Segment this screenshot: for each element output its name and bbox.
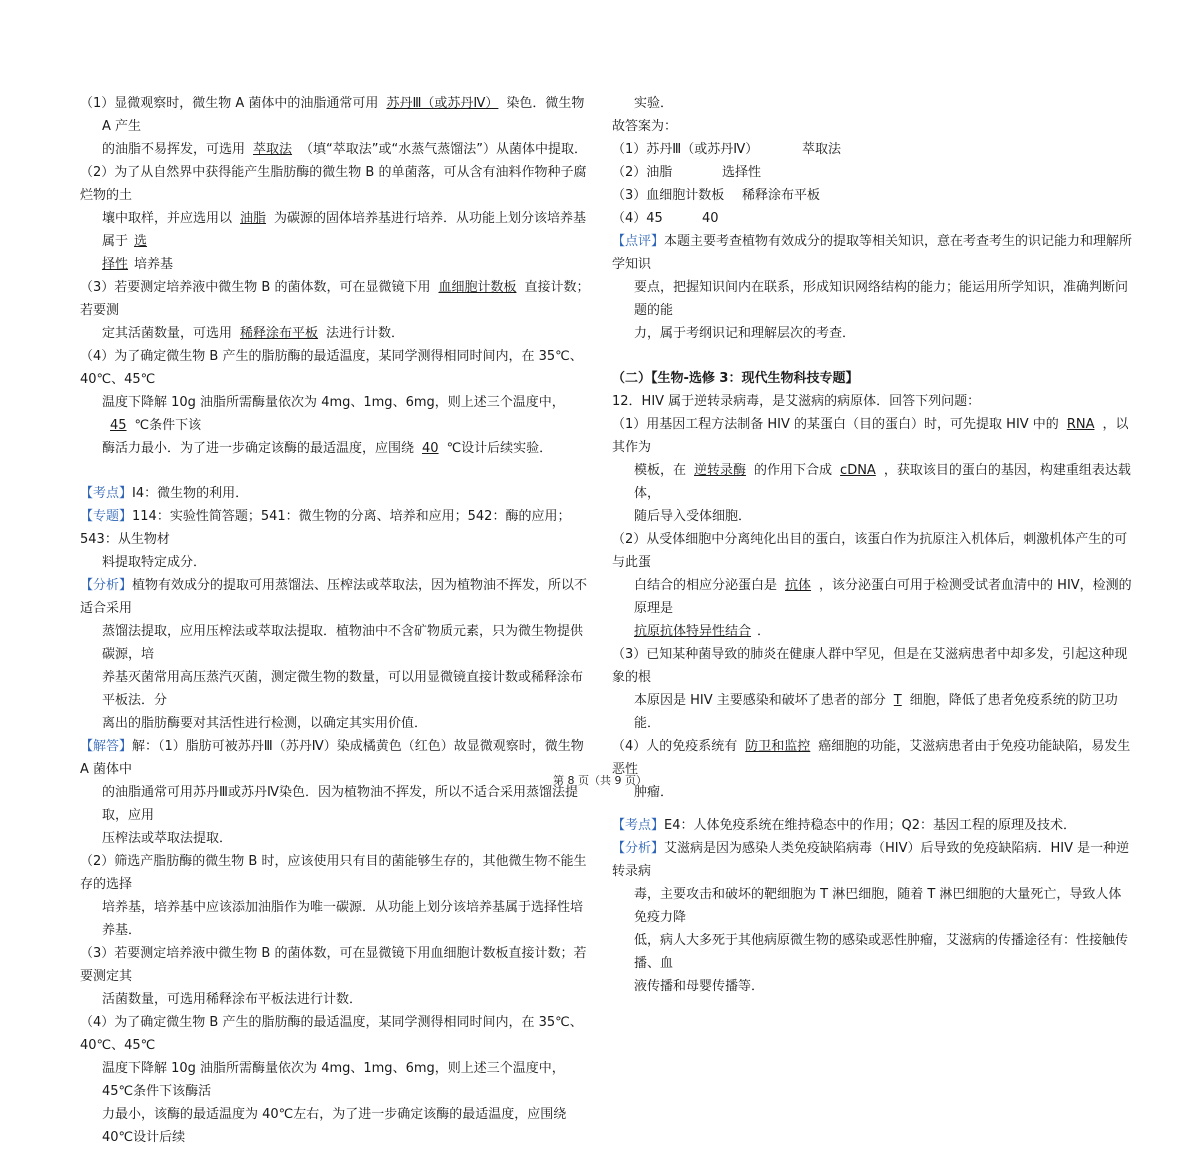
- right-column: [612, 92, 1134, 998]
- q1-text: 染色．微生物 A 产生: [102, 96, 585, 134]
- spacer: [612, 345, 1134, 367]
- q1-answer-1: 苏丹Ⅲ（或苏丹Ⅳ）: [386, 96, 499, 111]
- q12-text: 本原因是 HIV 主要感染和破坏了患者的部分: [634, 693, 886, 708]
- jieda-line: 力最小，该酶的最适温度为 40℃左右，为了进一步确定该酶的最适温度，应围绕 40℃设计后续: [102, 1107, 567, 1145]
- jieda-line: （2）筛选产脂肪酶的微生物 B 时，应该使用只有目的菌能够生存的，其他微生物不能生存的选择: [80, 854, 587, 892]
- q12-1-line: [612, 459, 1134, 505]
- jieda-line: （3）若要测定培养液中微生物 B 的菌体数，可在显微镜下用血细胞计数板直接计数；若要测定其: [80, 946, 587, 984]
- jieda-line: 的油脂通常可用苏丹Ⅲ或苏丹Ⅳ染色．因为植物油不挥发，所以不适合采用蒸馏法提取，应用: [102, 785, 578, 823]
- q12-1-line: 随后导入受体细胞．: [634, 509, 752, 524]
- q12-text: 细胞，降低了患者免疫系统的防卫功能．: [634, 693, 1118, 731]
- q4-answer-1: 45: [110, 418, 127, 433]
- zhuanti-tag: 【专题】: [80, 509, 133, 524]
- q12-text: （1）用基因工程方法制备 HIV 的某蛋白（目的蛋白）时，可先提取 HIV 中的: [612, 417, 1059, 432]
- q12-stem: 12．HIV 属于逆转录病毒，是艾滋病的病原体．回答下列问题：: [612, 394, 981, 409]
- dianping-tag: 【点评】: [612, 234, 665, 249]
- q2-answer-2: 选: [134, 234, 148, 249]
- fenxi-text: 艾滋病是因为感染人类免疫缺陷病毒（HIV）后导致的免疫缺陷病．HIV 是一种逆转录病: [612, 841, 1130, 879]
- answer-cell: （1）苏丹Ⅲ（或苏丹Ⅳ）: [612, 142, 759, 157]
- q4-text: 温度下降解 10g 油脂所需酶量依次为 4mg、1mg、6mg，则上述三个温度中，: [102, 395, 565, 410]
- kaodian-text: E4：人体免疫系统在维持稳态中的作用；Q2：基因工程的原理及技术．: [664, 818, 1077, 833]
- q2-text: 培养基: [134, 257, 174, 272]
- kaodian-tag: 【考点】: [80, 486, 133, 501]
- page-footer: 第 8 页（共 9 页）: [553, 774, 647, 787]
- kaodian-line: [80, 482, 595, 505]
- answer-row-2: [612, 161, 1134, 184]
- q2-answer-1: 油脂: [240, 211, 267, 226]
- q12-4-line: 肿瘤．: [634, 785, 674, 800]
- jieda-line: 活菌数量，可选用稀释涂布平板法进行计数．: [102, 992, 363, 1007]
- q12-text: 癌细胞的功能，艾滋病患者由于免疫功能缺陷，易发生恶性: [612, 739, 1131, 777]
- q12-text: 白结合的相应分泌蛋白是: [634, 578, 778, 593]
- q2-text: 壤中取样，并应选用以: [102, 211, 233, 226]
- answer-row-4: [612, 207, 1134, 230]
- q12-text: ，以其作为: [612, 417, 1129, 455]
- answer-row-3: [612, 184, 1134, 207]
- fenxi-tag: 【分析】: [612, 841, 665, 856]
- q12-text: （4）人的免疫系统有: [612, 739, 738, 754]
- kaodian-tag: 【考点】: [612, 818, 665, 833]
- section-title: （二）【生物-选修 3：现代生物科技专题】: [612, 371, 859, 386]
- q12-1-answer-1: RNA: [1066, 417, 1095, 432]
- answer-cell: 40: [702, 211, 719, 226]
- q12-3-line: [612, 689, 1134, 735]
- answer-cell: （4）45: [612, 211, 663, 226]
- jieda-tag: 【解答】: [80, 739, 133, 754]
- spacer: [612, 804, 1134, 814]
- jieda-text: 解：（1）脂肪可被苏丹Ⅲ（苏丹Ⅳ）染成橘黄色（红色）故显微观察时，微生物 A 菌体中: [80, 739, 584, 777]
- q3-line: [80, 322, 595, 345]
- q4-text: ℃设计后续实验．: [446, 441, 553, 456]
- dianping-line: [612, 230, 1134, 276]
- zhuanti-text: 114：实验性简答题；541：微生物的分离、培养和应用；542：酶的应用；543：从生物材: [80, 509, 571, 547]
- q1-text: （1）显微观察时，微生物 A 菌体中的油脂通常可用: [80, 96, 379, 111]
- q12-4-answer: 防卫和监控: [745, 739, 811, 754]
- q12-text: ，获取该目的蛋白的基因，构建重组表达载体，: [634, 463, 1131, 501]
- dianping-text: 本题主要考查植物有效成分的提取等相关知识，意在考查考生的识记能力和理解所学知识: [612, 234, 1133, 272]
- q3-text: 法进行计数．: [326, 326, 405, 341]
- q4-line: （4）为了确定微生物 B 产生的脂肪酶的最适温度，某同学测得相同时间内，在 35℃、40℃、45℃: [80, 349, 583, 387]
- q3-line: [80, 276, 595, 322]
- q12-2-line: （2）从受体细胞中分离纯化出目的蛋白，该蛋白作为抗原注入机体后，刺激机体产生的可与此蛋: [612, 532, 1128, 570]
- fenxi-line: [80, 574, 595, 620]
- q12-text: ．: [757, 624, 771, 639]
- answer-cell: 萃取法: [802, 142, 842, 157]
- answer-cell: （3）血细胞计数板: [612, 188, 725, 203]
- q4-line: [80, 391, 595, 437]
- kaodian-line: [612, 814, 1134, 837]
- dianping-line: 要点，把握知识间内在联系，形成知识网络结构的能力；能运用所学知识，准确判断问题的能: [634, 280, 1129, 318]
- jieda-line: 培养基，培养基中应该添加油脂作为唯一碳源．从功能上划分该培养基属于选择性培养基．: [102, 900, 584, 938]
- q12-2-answer-1: 抗体: [785, 578, 812, 593]
- fenxi-line: 毒，主要攻击和破坏的靶细胞为 T 淋巴细胞，随着 T 淋巴细胞的大量死亡，导致人体免疫力降: [634, 887, 1122, 925]
- q12-3-answer: T: [893, 693, 902, 708]
- q12-text: ，该分泌蛋白可用于检测受试者血清中的 HIV，检测的原理是: [634, 578, 1132, 616]
- fenxi-text: 植物有效成分的提取可用蒸馏法、压榨法或萃取法，因为植物油不挥发，所以不适合采用: [80, 578, 588, 616]
- kaodian-text: I4：微生物的利用．: [132, 486, 249, 501]
- q4-text: ℃条件下该: [134, 418, 202, 433]
- q2-answer-2: 择性: [102, 257, 129, 272]
- answer-title: 故答案为：: [612, 119, 678, 134]
- left-column: [80, 92, 595, 1149]
- q4-answer-2: 40: [422, 441, 439, 456]
- jieda-line: 压榨法或萃取法提取．: [102, 831, 233, 846]
- jieda-line: （4）为了确定微生物 B 产生的脂肪酶的最适温度，某同学测得相同时间内，在 35℃、40℃、45℃: [80, 1015, 583, 1053]
- q12-3-line: （3）已知某种菌导致的肺炎在健康人群中罕见，但是在艾滋病患者中却多发，引起这种现象的根: [612, 647, 1128, 685]
- q2-line: [80, 253, 595, 276]
- q12-1-answer-2: 逆转录酶: [694, 463, 747, 478]
- fenxi-line: 液传播和母婴传播等．: [634, 979, 765, 994]
- q3-text: 定其活菌数量，可选用: [102, 326, 233, 341]
- q3-text: （3）若要测定培养液中微生物 B 的菌体数，可在显微镜下用: [80, 280, 431, 295]
- spacer: [80, 460, 595, 482]
- q2-text: 为碳源的固体培养基进行培养．从功能上划分该培养基属于: [102, 211, 587, 249]
- q1-line: [80, 138, 595, 161]
- jieda-line: 温度下降解 10g 油脂所需酶量依次为 4mg、1mg、6mg，则上述三个温度中，45℃条件下该酶活: [102, 1061, 565, 1099]
- dianping-line: 力，属于考纲识记和理解层次的考查．: [634, 326, 856, 341]
- q12-1-answer-3: cDNA: [840, 463, 876, 478]
- answer-cell: （2）油脂: [612, 165, 673, 180]
- q12-1-line: [612, 413, 1134, 459]
- q3-answer-2: 稀释涂布平板: [240, 326, 319, 341]
- q3-answer-1: 血细胞计数板: [438, 280, 517, 295]
- q12-2-answer-2: 抗原抗体特异性结合: [634, 624, 752, 639]
- jieda-continuation: 实验．: [634, 96, 674, 111]
- q12-text: 模板，在: [634, 463, 687, 478]
- q4-text: 酶活力最小．为了进一步确定该酶的最适温度，应围绕: [102, 441, 415, 456]
- q12-2-line: [612, 574, 1134, 620]
- answer-cell: 稀释涂布平板: [742, 188, 821, 203]
- zhuanti-line: 料提取特定成分．: [102, 555, 207, 570]
- fenxi-line: 养基灭菌常用高压蒸汽灭菌，测定微生物的数量，可以用显微镜直接计数或稀释涂布平板法．分: [102, 670, 584, 708]
- answer-cell: 选择性: [722, 165, 762, 180]
- fenxi-line: [612, 837, 1134, 883]
- q12-text: 的作用下合成: [754, 463, 833, 478]
- fenxi-line: 蒸馏法提取，应用压榨法或萃取法提取．植物油中不含矿物质元素，只为微生物提供碳源，培: [102, 624, 584, 662]
- q12-2-line: [612, 620, 1134, 643]
- answer-row-1: [612, 138, 1134, 161]
- fenxi-line: 低，病人大多死于其他病原微生物的感染或恶性肿瘤，艾滋病的传播途径有：性接触传播、血: [634, 933, 1129, 971]
- q4-line: [80, 437, 595, 460]
- zhuanti-line: [80, 505, 595, 551]
- q2-line: （2）为了从自然界中获得能产生脂肪酶的微生物 B 的单菌落，可从含有油料作物种子腐烂物的土: [80, 165, 587, 203]
- q1-answer-2: 萃取法: [253, 142, 293, 157]
- fenxi-line: 离出的脂肪酶要对其活性进行检测，以确定其实用价值．: [102, 716, 428, 731]
- q3-text: 直接计数；若要测: [80, 280, 590, 318]
- q1-text: （填“萃取法”或“水蒸气蒸馏法”）从菌体中提取．: [300, 142, 587, 157]
- fenxi-tag: 【分析】: [80, 578, 133, 593]
- q2-line: [80, 207, 595, 253]
- q1-line: [80, 92, 595, 138]
- q1-text: 的油脂不易挥发，可选用: [102, 142, 246, 157]
